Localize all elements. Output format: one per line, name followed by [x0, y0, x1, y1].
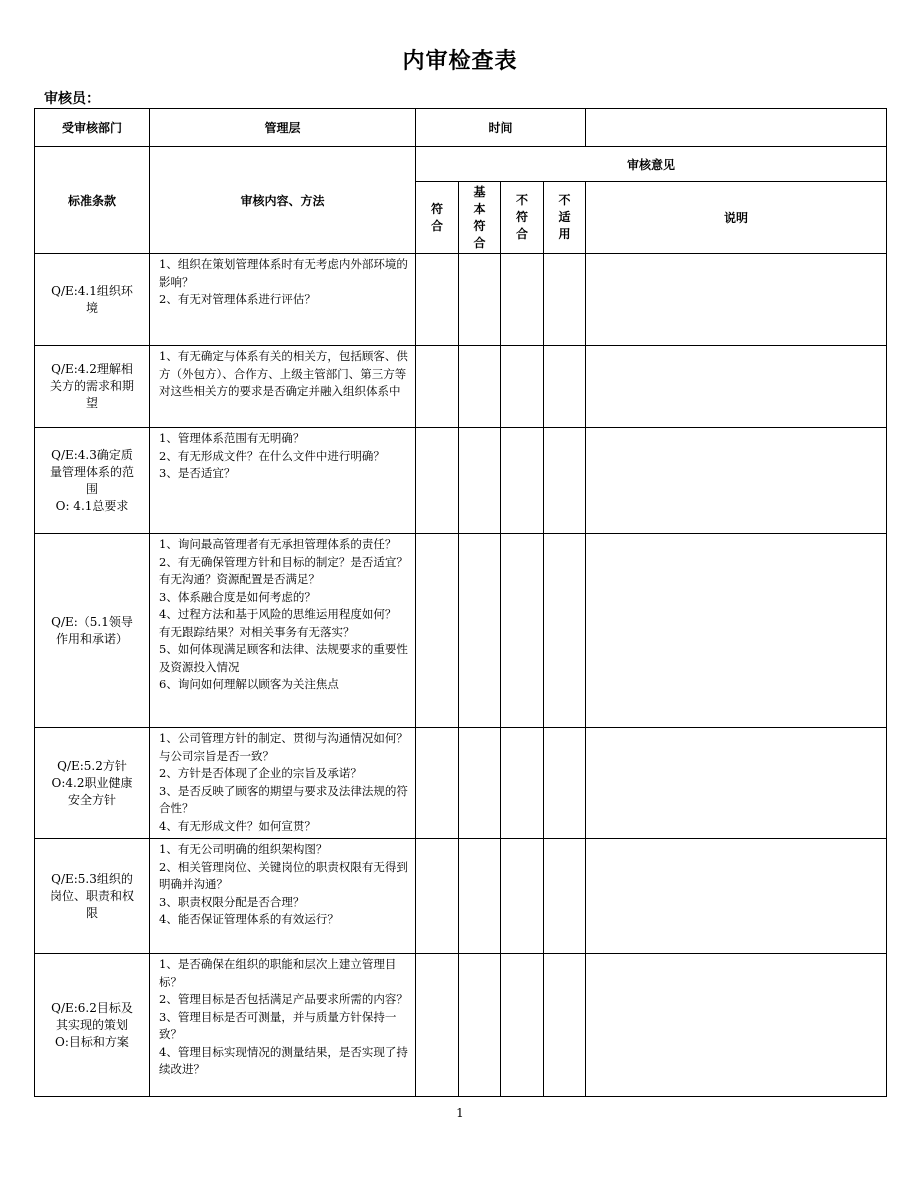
- clause-line: O:目标和方案: [55, 1034, 129, 1049]
- not-applicable-mark-cell[interactable]: [544, 254, 586, 346]
- conform-mark-cell[interactable]: [416, 728, 459, 839]
- document-title: 内审检查表: [402, 49, 518, 74]
- audit-content-cell: [150, 839, 416, 954]
- audit-checklist-table: [34, 108, 887, 1097]
- note-cell[interactable]: [586, 728, 887, 839]
- audit-item: 有无跟踪结果？对相关事务有无落实？: [159, 624, 355, 639]
- audit-item: 5、如何体现满足顾客和法律、法规要求的重要性及资源投入情况: [159, 642, 408, 674]
- col-note-header: 说明: [586, 182, 887, 254]
- basic-conform-mark-cell[interactable]: [459, 839, 501, 954]
- clause-cell: [35, 728, 150, 839]
- nonconform-mark-cell[interactable]: [501, 428, 544, 534]
- audit-item: 4、能否保证管理体系的有效运行？: [159, 912, 339, 926]
- vertical-label: 符合: [431, 201, 444, 233]
- table-row: [35, 346, 887, 428]
- basic-conform-mark-cell[interactable]: [459, 954, 501, 1097]
- conform-mark-cell[interactable]: [416, 839, 459, 954]
- note-cell[interactable]: [586, 534, 887, 728]
- opinion-header: 审核意见: [416, 147, 887, 182]
- conform-mark-cell[interactable]: [416, 254, 459, 346]
- clause-cell: [35, 839, 150, 954]
- time-label-cell: 时间: [416, 109, 586, 147]
- audit-item: 2、方针是否体现了企业的宗旨及承诺？: [159, 766, 362, 780]
- not-applicable-mark-cell[interactable]: [544, 428, 586, 534]
- content-header: 审核内容、方法: [150, 147, 416, 254]
- note-cell[interactable]: [586, 428, 887, 534]
- clause-line: O:4.2职业健康: [51, 775, 133, 790]
- table-row: [35, 534, 887, 728]
- audit-item: 1、组织在策划管理体系时有无考虑内外部环境的影响？: [159, 257, 408, 289]
- audit-content-cell: [150, 428, 416, 534]
- nonconform-mark-cell[interactable]: [501, 954, 544, 1097]
- clause-cell: [35, 254, 150, 346]
- note-cell[interactable]: [586, 346, 887, 428]
- clause-line: 其实现的策划: [55, 1017, 128, 1032]
- audit-content-cell: [150, 954, 416, 1097]
- clause-line: Q/E:5.2方针: [57, 758, 127, 773]
- nonconform-mark-cell[interactable]: [501, 534, 544, 728]
- col-basic-conform-header: [459, 182, 501, 254]
- table-row: [35, 254, 887, 346]
- col-conform-header: [416, 182, 459, 254]
- table-row: [35, 954, 887, 1097]
- vertical-label: 基本符合: [473, 184, 486, 250]
- table-row: [35, 728, 887, 839]
- audit-item: 1、有无确定与体系有关的相关方，包括顾客、供方（外包方）、合作方、上级主管部门、第三方等对这些相关方的要求是否确定并融入组织体系中: [159, 349, 408, 398]
- clause-cell: [35, 534, 150, 728]
- conform-mark-cell[interactable]: [416, 346, 459, 428]
- conform-mark-cell[interactable]: [416, 428, 459, 534]
- clause-line: 关方的需求和期: [49, 379, 134, 393]
- clause-line: 岗位、职责和权: [49, 888, 134, 903]
- basic-conform-mark-cell[interactable]: [459, 428, 501, 534]
- auditor-label: 审核员：: [44, 91, 100, 107]
- note-cell[interactable]: [586, 954, 887, 1097]
- audit-item: 1、管理体系范围有无明确？: [159, 431, 305, 445]
- basic-conform-mark-cell[interactable]: [459, 254, 501, 346]
- audit-item: 2、有无形成文件？在什么文件中进行明确？: [159, 448, 385, 463]
- basic-conform-mark-cell[interactable]: [459, 534, 501, 728]
- clause-line: 限: [85, 905, 98, 920]
- col-not-applicable-header: [544, 182, 586, 254]
- audit-item: 3、体系融合度是如何考虑的？: [159, 589, 316, 604]
- audit-content-cell: [150, 346, 416, 428]
- clause-line: 量管理体系的范: [49, 464, 134, 479]
- clause-line: 安全方针: [67, 792, 116, 807]
- audit-content-cell: [150, 728, 416, 839]
- audit-item: 6、询问如何理解以顾客为关注焦点: [159, 677, 339, 691]
- audit-item: 4、有无形成文件？如何宣贯？: [159, 818, 316, 833]
- audit-content-cell: [150, 254, 416, 346]
- clause-line: O: 4.1总要求: [55, 498, 129, 513]
- vertical-label: 不适用: [558, 193, 571, 241]
- nonconform-mark-cell[interactable]: [501, 254, 544, 346]
- clause-line: Q/E:4.2理解相: [51, 362, 133, 376]
- dept-value-cell[interactable]: 管理层: [150, 109, 416, 147]
- audit-item: 3、职责权限分配是否合理？: [159, 894, 305, 909]
- page-number: 1: [456, 1106, 464, 1120]
- audit-item: 3、管理目标是否可测量，并与质量方针保持一致？: [159, 1009, 397, 1041]
- not-applicable-mark-cell[interactable]: [544, 534, 586, 728]
- clause-line: Q/E:（5.1领导: [51, 614, 133, 629]
- dept-label-cell: 受审核部门: [35, 109, 150, 147]
- col-nonconform-header: [501, 182, 544, 254]
- table-row: [35, 428, 887, 534]
- nonconform-mark-cell[interactable]: [501, 839, 544, 954]
- clause-cell: [35, 346, 150, 428]
- clause-line: 望: [85, 396, 98, 410]
- note-cell[interactable]: [586, 254, 887, 346]
- audit-item: 3、是否适宜？: [159, 466, 236, 480]
- audit-item: 1、有无公司明确的组织架构图？: [159, 842, 328, 856]
- audit-item: 1、询问最高管理者有无承担管理体系的责任？: [159, 537, 397, 551]
- audit-item: 2、相关管理岗位、关键岗位的职责权限有无得到明确并沟通？: [159, 859, 408, 891]
- basic-conform-mark-cell[interactable]: [459, 346, 501, 428]
- clause-line: Q/E:6.2目标及: [51, 1000, 133, 1015]
- audit-item: 1、公司管理方针的制定、贯彻与沟通情况如何？与公司宗旨是否一致？: [159, 731, 408, 763]
- audit-content-cell: [150, 534, 416, 728]
- audit-item: 2、有无确保管理方针和目标的制定？是否适宜？有无沟通？资源配置是否满足？: [159, 554, 408, 586]
- conform-mark-cell[interactable]: [416, 534, 459, 728]
- clause-cell: [35, 954, 150, 1097]
- not-applicable-mark-cell[interactable]: [544, 954, 586, 1097]
- audit-item: 2、有无对管理体系进行评估？: [159, 292, 316, 306]
- nonconform-mark-cell[interactable]: [501, 728, 544, 839]
- audit-item: 3、是否反映了顾客的期望与要求及法律法规的符合性？: [159, 783, 408, 815]
- conform-mark-cell[interactable]: [416, 954, 459, 1097]
- audit-item: 1、是否确保在组织的职能和层次上建立管理目标？: [159, 957, 397, 989]
- clause-line: 作用和承诺）: [55, 631, 128, 646]
- clause-line: 境: [85, 300, 98, 315]
- clause-cell: [35, 428, 150, 534]
- clause-line: Q/E:5.3组织的: [51, 871, 133, 886]
- basic-conform-mark-cell[interactable]: [459, 728, 501, 839]
- audit-item: 4、管理目标实现情况的测量结果，是否实现了持续改进？: [159, 1044, 408, 1076]
- clause-line: Q/E:4.3确定质: [51, 447, 133, 462]
- clause-line: 围: [85, 481, 98, 496]
- not-applicable-mark-cell[interactable]: [544, 346, 586, 428]
- time-value-cell[interactable]: [586, 109, 887, 147]
- table-row: [35, 839, 887, 954]
- nonconform-mark-cell[interactable]: [501, 346, 544, 428]
- not-applicable-mark-cell[interactable]: [544, 839, 586, 954]
- clause-header: 标准条款: [35, 147, 150, 254]
- audit-item: 2、管理目标是否包括满足产品要求所需的内容？: [159, 992, 408, 1006]
- audit-item: 4、过程方法和基于风险的思维运用程度如何？: [159, 607, 397, 621]
- not-applicable-mark-cell[interactable]: [544, 728, 586, 839]
- clause-line: Q/E:4.1组织环: [51, 283, 133, 298]
- note-cell[interactable]: [586, 839, 887, 954]
- vertical-label: 不符合: [516, 193, 529, 241]
